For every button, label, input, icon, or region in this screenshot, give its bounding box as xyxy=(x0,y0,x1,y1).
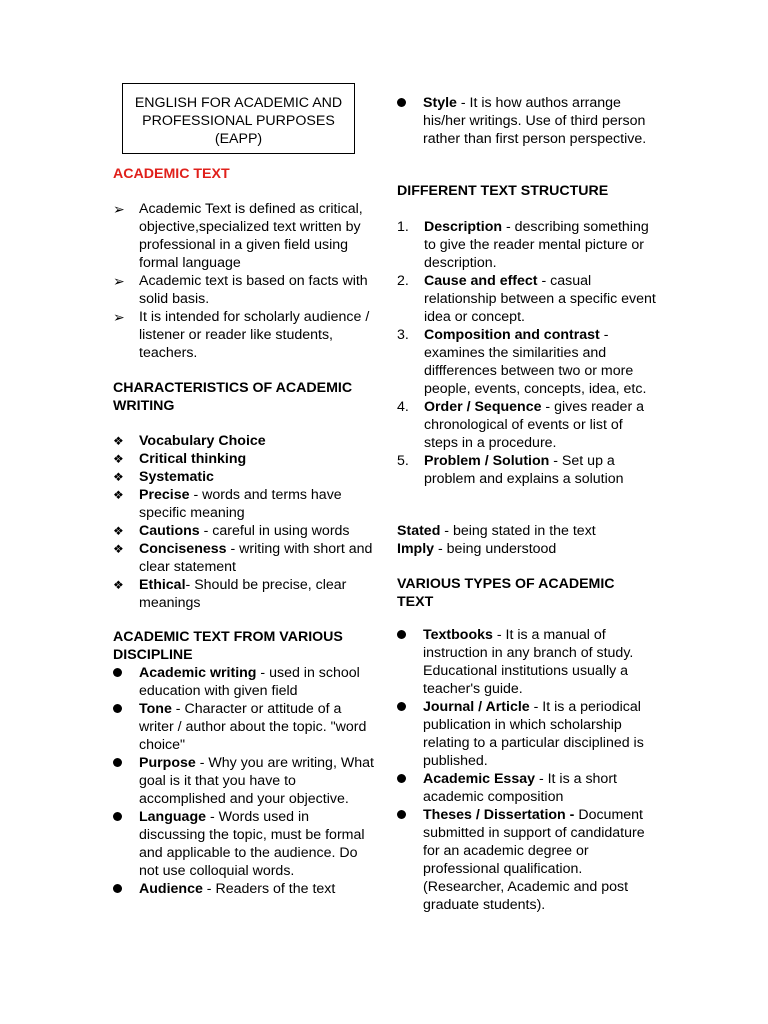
discipline-heading: ACADEMIC TEXT FROM VARIOUS DISCIPLINE xyxy=(113,629,343,663)
title-line-1: ENGLISH FOR ACADEMIC AND xyxy=(134,95,343,111)
round-bullet-icon xyxy=(397,630,406,639)
round-bullet-icon xyxy=(113,812,122,821)
imply-line: Imply - being understood xyxy=(397,541,557,557)
list-item: ❖ Critical thinking xyxy=(113,451,247,467)
arrow-bullet-icon: ➢ xyxy=(113,201,125,217)
round-bullet-icon xyxy=(397,702,406,711)
style-list xyxy=(397,94,659,148)
diamond-outline-bullet-icon: ❖ xyxy=(113,542,124,556)
list-item: ➢ It is intended for scholarly audience / listener or reader like students, teachers. xyxy=(113,309,370,361)
list-item: Academic Essay - It is a short academic composition xyxy=(397,770,659,806)
academic-text-heading: ACADEMIC TEXT xyxy=(113,166,230,182)
diamond-bullet-icon: ❖ xyxy=(113,434,124,448)
round-bullet-icon xyxy=(397,774,406,783)
round-bullet-icon xyxy=(113,884,122,893)
list-item: 5. Problem / Solution - Set up a problem and explains a solution xyxy=(397,453,624,487)
list-item: Journal / Article - It is a periodical publication in which scholarship relating to a particular disciplined is published. xyxy=(397,698,659,770)
round-bullet-icon xyxy=(397,810,406,819)
round-bullet-icon xyxy=(113,668,122,677)
stated-line: Stated - being stated in the text xyxy=(397,523,596,539)
characteristics-heading: CHARACTERISTICS OF ACADEMIC WRITING xyxy=(113,380,353,414)
list-item: Audience - Readers of the text xyxy=(113,880,375,898)
list-item: 1. Description - describing something to give the reader mental picture or description. xyxy=(397,219,649,271)
list-item: 3. Composition and contrast - examines the similarities and diffferences between two or more people, events, concepts, idea, etc. xyxy=(397,327,647,397)
list-item: Style - It is how authos arrange his/her writings. Use of third person rather than first person perspective. xyxy=(397,94,659,148)
round-bullet-icon xyxy=(397,98,406,107)
discipline-list xyxy=(113,664,375,898)
types-list xyxy=(397,626,659,914)
round-bullet-icon xyxy=(113,704,122,713)
list-item: ❖ Precise - words and terms have specific meaning xyxy=(113,487,342,521)
arrow-bullet-icon: ➢ xyxy=(113,273,125,289)
structure-list xyxy=(397,218,659,488)
diamond-outline-bullet-icon: ❖ xyxy=(113,470,124,484)
characteristics-list xyxy=(113,432,375,612)
diamond-outline-bullet-icon: ❖ xyxy=(113,524,124,538)
list-item: ➢ Academic Text is defined as critical, objective,specialized text written by professional in a given field using formal language xyxy=(113,201,363,271)
title-line-2: PROFESSIONAL PURPOSES xyxy=(142,113,335,129)
list-item: Language - Words used in discussing the topic, must be formal and applicable to the audience. Do not use colloquial words. xyxy=(113,808,375,880)
round-bullet-icon xyxy=(113,758,122,767)
arrow-bullet-icon: ➢ xyxy=(113,309,125,325)
structure-heading: DIFFERENT TEXT STRUCTURE xyxy=(397,183,609,199)
list-item: ➢ Academic text is based on facts with solid basis. xyxy=(113,273,368,307)
title-box xyxy=(122,83,355,154)
list-item: Academic writing - used in school education with given field xyxy=(113,664,375,700)
list-item: Theses / Dissertation - Document submitted in support of candidature for an academic degree or professional qualification. (Researcher, Academic and post graduate students). xyxy=(397,806,659,914)
list-item: 2. Cause and effect - casual relationship between a specific event idea or concept. xyxy=(397,273,656,325)
list-item: Textbooks - It is a manual of instruction in any branch of study. Educational institutions usually a teacher's guide. xyxy=(397,626,659,698)
list-item: ❖ Conciseness - writing with short and clear statement xyxy=(113,541,373,575)
title-line-3: (EAPP) xyxy=(214,131,263,147)
list-item: ❖ Vocabulary Choice xyxy=(113,433,266,449)
list-item: Purpose - Why you are writing, What goal is it that you have to accomplished and your objective. xyxy=(113,754,375,808)
list-item: ❖ Cautions - careful in using words xyxy=(113,523,350,539)
academic-text-list xyxy=(113,200,375,362)
list-item: Tone - Character or attitude of a writer / author about the topic. "word choice" xyxy=(113,700,375,754)
diamond-outline-bullet-icon: ❖ xyxy=(113,578,124,592)
types-heading: VARIOUS TYPES OF ACADEMIC TEXT xyxy=(397,576,615,610)
list-item: ❖ Systematic xyxy=(113,469,214,485)
list-item: ❖ Ethical- Should be precise, clear meanings xyxy=(113,577,347,611)
diamond-bullet-icon: ❖ xyxy=(113,452,124,466)
diamond-outline-bullet-icon: ❖ xyxy=(113,488,124,502)
list-item: 4. Order / Sequence - gives reader a chronological of events or list of steps in a procedure. xyxy=(397,399,644,451)
